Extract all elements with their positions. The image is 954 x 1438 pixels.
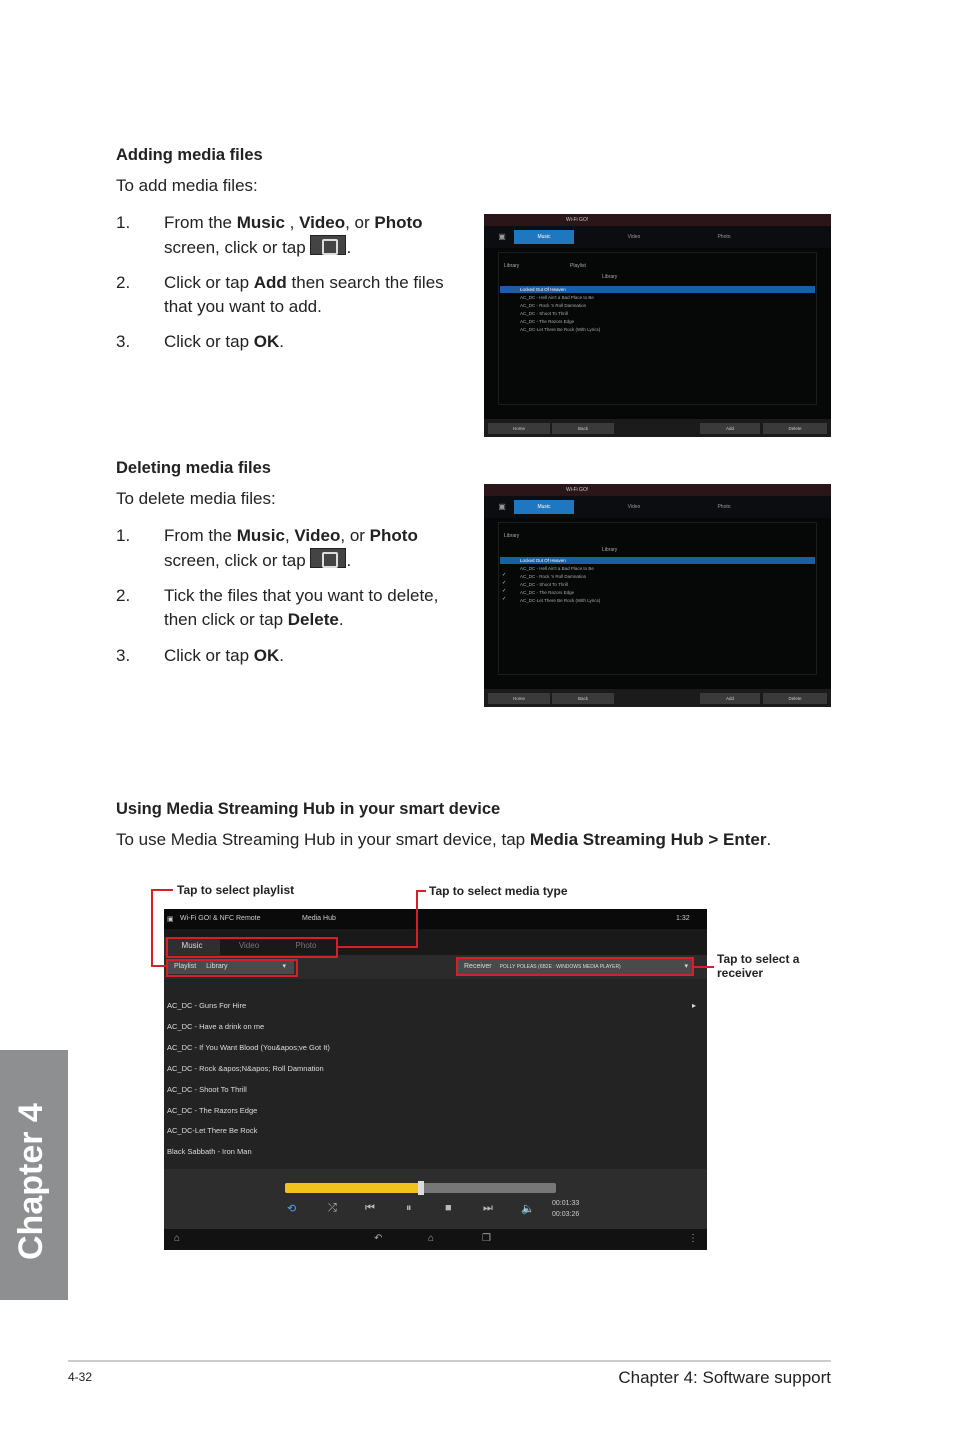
bottom-bar <box>484 419 831 437</box>
repeat-icon[interactable]: ⟲ <box>287 1203 297 1215</box>
step-number: 3. <box>116 646 131 665</box>
ok-term: OK <box>253 332 280 351</box>
adding-intro: To add media files: <box>116 176 258 195</box>
intro-text: To use Media Streaming Hub in your smart device, tap <box>116 830 530 849</box>
tab-music[interactable]: Music <box>514 500 574 514</box>
delete-term: Delete <box>287 610 339 629</box>
app-title: Wi-Fi GO! & NFC Remote <box>180 915 261 922</box>
previous-icon[interactable]: ⏮ <box>365 1202 375 1214</box>
list-item[interactable]: AC_DC-Let There Be Rock (With Lyrics) <box>520 327 601 332</box>
list-item[interactable]: AC_DC - The Razors Edge <box>520 590 575 595</box>
tab-photo[interactable]: Photo <box>717 504 731 510</box>
step-text: Click or tap <box>164 646 254 665</box>
dropdown-icon: ▾ <box>282 963 286 970</box>
library-option[interactable]: Library <box>504 533 520 539</box>
tab-video[interactable]: Video <box>627 234 641 240</box>
add-media-screenshot <box>484 214 831 437</box>
deleting-heading: Deleting media files <box>116 459 271 477</box>
tab-photo[interactable]: Photo <box>295 941 317 950</box>
media-type-highlight <box>166 937 338 958</box>
step-text: . <box>346 238 352 257</box>
shuffle-icon[interactable]: ⤮ <box>328 1202 337 1214</box>
checkmark-icon[interactable]: ✓ <box>502 572 507 578</box>
menu-icon[interactable]: ⋮ <box>688 1233 698 1244</box>
receiver-label: Receiver <box>464 963 492 970</box>
edit-list-icon <box>310 548 346 568</box>
step-text: then click or tap <box>164 610 288 629</box>
progress-fill <box>285 1183 421 1193</box>
leader-line <box>694 966 714 968</box>
bottom-bar <box>484 689 831 707</box>
home-button[interactable]: Home <box>488 423 550 434</box>
adding-step-2 <box>116 271 476 321</box>
video-term: Video <box>294 526 341 545</box>
step-text: Tick the files that you want to delete, <box>164 586 439 605</box>
step-number: 1. <box>116 213 131 232</box>
photo-term: Photo <box>369 526 418 545</box>
checkmark-icon[interactable]: ✓ <box>502 596 507 602</box>
player-controls <box>164 1169 707 1229</box>
list-item[interactable]: Locked Out Of Heaven <box>500 557 815 564</box>
ok-term: OK <box>253 646 280 665</box>
list-item[interactable]: AC_DC - Shoot To Thrill <box>520 582 568 587</box>
app-titlebar <box>484 214 831 226</box>
add-button[interactable]: Add <box>700 693 760 704</box>
back-button[interactable]: Back <box>552 693 614 704</box>
delete-media-screenshot <box>484 484 831 707</box>
deleting-step-1 <box>116 524 476 574</box>
callout-receiver <box>717 952 799 980</box>
step-text: . <box>338 610 344 629</box>
hub-icon: ▣ <box>498 502 506 511</box>
list-item[interactable]: AC_DC - Shoot To Thrill <box>520 311 568 316</box>
column-header: Library <box>602 547 618 553</box>
delete-button[interactable]: Delete <box>763 423 827 434</box>
step-text: , or <box>345 213 375 232</box>
volume-icon[interactable]: 🔈 <box>521 1203 535 1215</box>
page-subtitle: Media Hub <box>302 915 336 922</box>
callout-playlist: Tap to select playlist <box>177 883 295 897</box>
tab-photo[interactable]: Photo <box>717 234 731 240</box>
next-icon[interactable]: ⏭ <box>483 1202 493 1214</box>
callout-text: receiver <box>717 966 764 980</box>
step-number: 2. <box>116 586 131 605</box>
dropdown-icon: ▾ <box>684 963 688 970</box>
back-button[interactable]: Back <box>552 423 614 434</box>
app-icon: ▣ <box>167 916 174 923</box>
leader-line <box>416 890 418 948</box>
clock: 1:32 <box>676 915 690 922</box>
step-number: 2. <box>116 273 131 292</box>
app-titlebar <box>484 484 831 496</box>
playlist-value: Library <box>206 963 228 970</box>
tab-video[interactable]: Video <box>627 504 641 510</box>
step-text: Click or tap <box>164 332 254 351</box>
list-item[interactable]: AC_DC - Rock 'n Roll Damnation <box>520 574 587 579</box>
list-item[interactable]: AC_DC - Hell Ain't a Bad Place to Be <box>520 566 594 571</box>
deleting-step-3 <box>116 644 476 670</box>
step-text: , <box>284 526 295 545</box>
leader-line <box>338 946 418 948</box>
step-text: , or <box>340 526 370 545</box>
step-text: then search the files <box>286 273 444 292</box>
step-text: that you want to add. <box>164 297 322 316</box>
list-item[interactable]: AC_DC - Hell Ain't a Bad Place to Be <box>520 295 594 300</box>
step-text: . <box>346 551 352 570</box>
step-text: screen, click or tap <box>164 238 311 257</box>
add-button[interactable]: Add <box>700 423 760 434</box>
step-text: From the <box>164 526 237 545</box>
column-header: Library <box>602 274 618 280</box>
android-nav-bar <box>164 1229 707 1250</box>
playlist-option[interactable]: Playlist <box>570 263 586 269</box>
list-item[interactable]: AC_DC - The Razors Edge <box>167 1106 258 1115</box>
adding-step-3 <box>116 330 476 356</box>
now-playing-icon: ▸ <box>692 1001 697 1010</box>
footer-chapter: Chapter 4: Software support <box>618 1368 831 1387</box>
edit-list-icon <box>310 235 346 255</box>
callout-text: Tap to select a <box>717 952 800 966</box>
music-term: Music <box>236 526 285 545</box>
chapter-tab <box>0 1050 68 1300</box>
recent-apps-icon[interactable]: ❐ <box>482 1233 491 1244</box>
tab-music[interactable]: Music <box>514 230 574 244</box>
status-bar <box>164 909 707 929</box>
stop-icon[interactable]: ■ <box>445 1202 452 1214</box>
tab-bar <box>484 496 831 518</box>
intro-text: . <box>766 830 772 849</box>
menu-path: Media Streaming Hub > Enter <box>529 830 767 849</box>
list-item[interactable]: Locked Out Of Heaven <box>500 286 815 293</box>
page-number: 4-32 <box>68 1370 93 1384</box>
playlist-highlight <box>166 959 298 977</box>
photo-term: Photo <box>374 213 423 232</box>
list-item[interactable]: AC_DC - Rock 'n Roll Damnation <box>520 303 587 308</box>
tab-bar <box>484 226 831 248</box>
step-number: 1. <box>116 526 131 545</box>
callout-media-type: Tap to select media type <box>429 884 568 898</box>
adding-heading: Adding media files <box>116 146 263 164</box>
list-item[interactable]: AC_DC - The Razors Edge <box>520 319 575 324</box>
list-item[interactable]: AC_DC-Let There Be Rock <box>167 1126 258 1135</box>
step-text: From the <box>164 213 237 232</box>
music-term: Music <box>236 213 285 232</box>
pause-icon[interactable]: ⏸ <box>406 1202 412 1214</box>
checkmark-icon[interactable]: ✓ <box>502 580 507 586</box>
step-text: Click or tap <box>164 273 254 292</box>
list-item[interactable]: AC_DC - Guns For Hire <box>167 1001 247 1010</box>
add-term: Add <box>253 273 287 292</box>
leader-line <box>151 889 173 891</box>
hub-icon: ▣ <box>498 232 506 241</box>
step-text: screen, click or tap <box>164 551 311 570</box>
step-text: , <box>284 213 300 232</box>
adding-step-1 <box>116 211 476 261</box>
tab-video[interactable]: Video <box>238 941 260 950</box>
step-number: 3. <box>116 332 131 351</box>
smart-intro <box>116 828 771 852</box>
smart-heading: Using Media Streaming Hub in your smart device <box>116 800 501 818</box>
step-text: . <box>279 332 284 351</box>
deleting-step-2 <box>116 584 476 634</box>
receiver-value: POLLY POLEAS (6B2E : WINDOWS MEDIA PLAYER) <box>499 964 621 970</box>
list-item[interactable]: AC_DC - Rock &apos;N&apos; Roll Damnation <box>167 1064 324 1073</box>
deleting-intro: To delete media files: <box>116 489 276 508</box>
elapsed-time: 00:01:33 <box>552 1200 580 1207</box>
home-button[interactable]: Home <box>488 693 550 704</box>
back-icon[interactable]: ↶ <box>374 1233 383 1244</box>
list-item[interactable]: AC_DC - Shoot To Thrill <box>167 1085 247 1094</box>
leader-line <box>151 889 153 967</box>
list-item[interactable]: Black Sabbath - Iron Man <box>167 1147 252 1156</box>
leader-line <box>151 965 166 967</box>
tab-music[interactable]: Music <box>164 937 220 955</box>
home-shape-icon[interactable]: ⌂ <box>174 1233 181 1244</box>
list-item[interactable]: AC_DC - If You Want Blood (You&apos;ve Got It) <box>167 1043 330 1052</box>
library-option[interactable]: Library <box>504 263 520 269</box>
home-icon[interactable]: ⌂ <box>428 1233 435 1244</box>
delete-button[interactable]: Delete <box>763 693 827 704</box>
step-text: . <box>279 646 284 665</box>
receiver-highlight <box>456 957 694 976</box>
chapter-tab-label: Chapter 4 <box>12 1103 50 1260</box>
list-item[interactable]: AC_DC-Let There Be Rock (With Lyrics) <box>520 598 601 603</box>
footer-divider <box>68 1360 831 1362</box>
checkmark-icon[interactable]: ✓ <box>502 588 507 594</box>
progress-bar[interactable] <box>285 1183 556 1193</box>
video-term: Video <box>299 213 346 232</box>
playlist-label: Playlist <box>174 963 197 970</box>
progress-handle[interactable] <box>418 1181 424 1195</box>
total-time: 00:03:26 <box>552 1211 580 1218</box>
list-item[interactable]: AC_DC - Have a drink on me <box>167 1022 265 1031</box>
app-title: Wi-Fi GO! <box>566 217 589 223</box>
app-title: Wi-Fi GO! <box>566 487 589 493</box>
